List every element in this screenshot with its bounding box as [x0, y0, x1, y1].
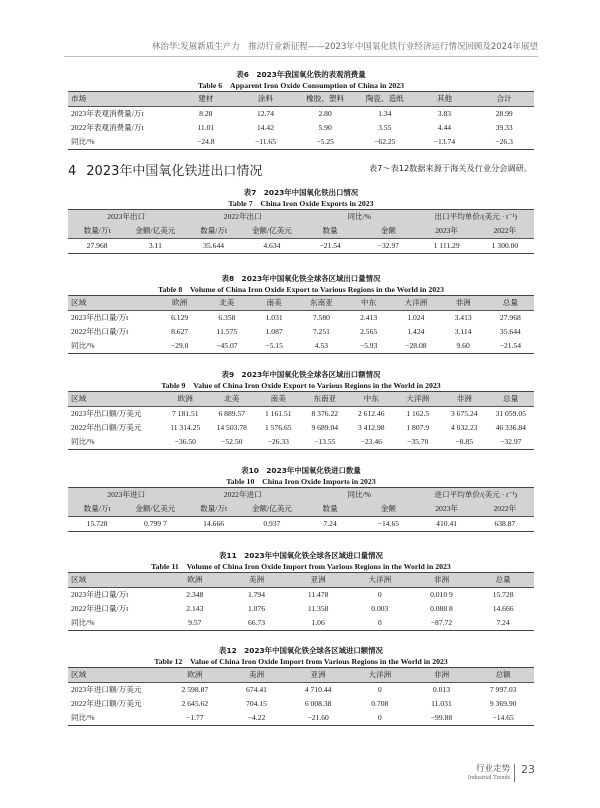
table-11-header: 区域: [68, 573, 164, 588]
table-cell: 同比/%: [68, 711, 164, 726]
table-10-subheader: 数量: [301, 502, 359, 517]
table-10-group-header: 同比/%: [301, 488, 418, 503]
table-8-header: 非洲: [440, 296, 487, 311]
table-cell: 1 162.5: [406, 409, 430, 418]
table-9-header: 总量: [488, 392, 535, 407]
table-cell: 2.348: [186, 590, 204, 599]
footer-divider: [514, 764, 515, 782]
table-row: [68, 421, 534, 435]
table-7-subheader: 2022年: [476, 224, 534, 239]
table-cell: 0.013: [432, 685, 450, 694]
table-7-subheader: 金额/亿美元: [243, 224, 301, 239]
table-cell: 1.06: [287, 616, 349, 631]
table-9-header: 中东: [348, 392, 395, 407]
table-row: [68, 325, 534, 339]
table-11-header: 大洋洲: [349, 573, 411, 588]
table-cell: 39.33: [495, 123, 513, 132]
table-cell: 2.143: [186, 604, 204, 613]
table-6: [68, 70, 534, 150]
table-cell: 15.728: [492, 590, 514, 599]
table-cell: 8.627: [171, 327, 189, 336]
table-cell: −62.25: [355, 135, 415, 150]
table-6-header: 建材: [176, 92, 236, 107]
table-11-header: 非洲: [411, 573, 473, 588]
page-footer: [467, 762, 540, 792]
table-10: [68, 466, 534, 532]
table-10-subheader: 2022年: [476, 502, 534, 517]
table-cell: 2.80: [318, 109, 332, 118]
table-cell: 674.41: [246, 685, 267, 694]
table-cell: 11.575: [216, 327, 238, 336]
table-cell: 2.565: [360, 327, 378, 336]
table-cell: 2 645.62: [181, 699, 209, 708]
table-10-subheader: 2023年: [418, 502, 476, 517]
table-10-subheader: 数量/万t: [68, 502, 126, 517]
table-cell: 6 889.57: [218, 409, 246, 418]
table-cell: 1.024: [407, 313, 425, 322]
table-cell: 35.644: [185, 239, 243, 254]
table-6-header: 市场: [68, 92, 176, 107]
table-cell: −11.65: [236, 135, 296, 150]
table-cell: 2 598.87: [181, 685, 209, 694]
table-cell: 7.24: [472, 616, 534, 631]
table-cell: 3.83: [437, 109, 452, 118]
table-cell: 3 412.98: [357, 423, 385, 432]
table-cell: −32.97: [488, 435, 535, 450]
table-cell: 3.55: [378, 123, 392, 132]
table-row: [68, 407, 534, 422]
table-cell: 4 710.44: [304, 685, 332, 694]
table-cell: 2023年出口额/万美元: [71, 409, 142, 418]
table-cell: 27.968: [68, 239, 126, 254]
table-cell: −13.55: [302, 435, 349, 450]
journal-section-en: Industrial Trends: [467, 774, 510, 781]
table-row: [68, 697, 534, 711]
table-7-subheader: 数量/万t: [185, 224, 243, 239]
table-8-header: 欧洲: [156, 296, 203, 311]
table-cell: 9 369.90: [489, 699, 517, 708]
table-8-header: 总量: [487, 296, 534, 311]
table-9: [68, 370, 534, 450]
header-rule: [64, 56, 538, 57]
table-row: [68, 135, 534, 150]
table-cell: 4.53: [298, 339, 345, 354]
table-10-subheader: 金额/亿美元: [126, 502, 184, 517]
table-8-grid: [68, 295, 534, 354]
table-cell: 4.44: [437, 123, 452, 132]
table-cell: 0.708: [371, 699, 389, 708]
table-10-subheader: 数量/万t: [185, 502, 243, 517]
table-cell: 638.87: [476, 517, 534, 532]
section-note: 表7～表12数据来源于海关及行业分会调研。: [368, 163, 532, 173]
table-8-header: 大洋洲: [392, 296, 439, 311]
table-cell: 11.031: [431, 699, 452, 708]
table-cell: −52.50: [209, 435, 256, 450]
table-cell: 3 675.24: [450, 409, 478, 418]
table-cell: 0: [377, 685, 382, 694]
table-cell: −26.3: [474, 135, 534, 150]
table-7-caption-zh: 表7 2023年中国氧化铁出口情况: [243, 188, 359, 197]
table-8-header: 南美: [251, 296, 298, 311]
table-cell: −5.93: [345, 339, 392, 354]
table-12-header: 大洋洲: [349, 668, 411, 683]
table-cell: 14.666: [185, 517, 243, 532]
table-12: [68, 646, 534, 726]
table-cell: 0: [349, 616, 411, 631]
table-10-group-header: 2023年进口: [68, 488, 185, 503]
table-11-header: 美洲: [226, 573, 288, 588]
table-cell: −35.70: [395, 435, 442, 450]
table-cell: 14.42: [256, 123, 275, 132]
table-row: [68, 339, 534, 354]
table-cell: 3.114: [454, 327, 472, 336]
table-cell: 1.794: [247, 590, 266, 599]
table-9-header: 南美: [255, 392, 302, 407]
table-row: [68, 107, 534, 122]
table-cell: 6 008.38: [304, 699, 332, 708]
table-12-grid: [68, 667, 534, 726]
table-7-group-header: 同比/%: [301, 210, 418, 225]
table-cell: 11.358: [307, 604, 329, 613]
section-title: 2023年中国氧化铁进出口情况: [86, 164, 263, 179]
table-cell: −14.65: [472, 711, 534, 726]
table-9-grid: [68, 391, 534, 450]
table-cell: 2023年表观消费量/万t: [71, 109, 144, 118]
section-heading: [68, 160, 262, 179]
table-cell: 410.41: [418, 517, 476, 532]
table-cell: 4.634: [243, 239, 301, 254]
table-9-header: 欧洲: [162, 392, 209, 407]
table-cell: 0.088 8: [430, 604, 453, 613]
table-cell: 11.478: [307, 590, 329, 599]
table-cell: 1 576.65: [264, 423, 292, 432]
table-cell: 35.644: [499, 327, 521, 336]
table-cell: 0.799 7: [126, 517, 184, 532]
table-12-header: 非洲: [411, 668, 473, 683]
table-cell: 7.251: [312, 327, 330, 336]
table-cell: 3.11: [126, 239, 184, 254]
table-cell: 704.15: [246, 699, 267, 708]
table-12-header: 美洲: [226, 668, 288, 683]
table-cell: 2023年进口量/万t: [71, 590, 129, 599]
table-cell: 2.413: [360, 313, 378, 322]
table-cell: 2023年出口量/万t: [71, 313, 129, 322]
table-12-header: 区域: [68, 668, 164, 683]
table-cell: 14.666: [492, 604, 514, 613]
table-cell: 5.90: [318, 123, 332, 132]
table-9-caption-en: Table 9 Value of China Iron Oxide Export to Various Regions in the World in 2023: [161, 381, 441, 390]
table-row: [68, 711, 534, 726]
table-cell: 2 612.46: [357, 409, 385, 418]
table-cell: 同比/%: [68, 339, 156, 354]
table-12-header: 亚洲: [287, 668, 349, 683]
journal-section-zh: 行业走势: [475, 764, 510, 774]
table-cell: 同比/%: [68, 616, 164, 631]
table-9-header: 区域: [68, 392, 162, 407]
table-cell: 7.580: [312, 313, 330, 322]
table-9-header: 非洲: [441, 392, 488, 407]
page-number: 23: [521, 763, 535, 776]
table-7-subheader: 2023年: [418, 224, 476, 239]
table-8-caption-zh: 表8 2023年中国氧化铁全球各区域出口量情况: [221, 274, 381, 283]
table-9-header: 东南亚: [302, 392, 349, 407]
table-12-caption-zh: 表12 2023年中国氧化铁全球各区域进口额情况: [219, 646, 383, 655]
table-12-header: 总额: [472, 668, 534, 683]
table-cell: 14 503.78: [216, 423, 247, 432]
table-cell: −28.08: [392, 339, 439, 354]
table-6-caption-en: Table 6 Apparent Iron Oxide Consumption of China in 2023: [197, 81, 405, 90]
table-cell: −23.46: [348, 435, 395, 450]
table-10-caption-en: Table 10 China Iron Oxide Imports in 2023: [226, 477, 376, 486]
table-12-caption-en: Table 12 Value of China Iron Oxide Import from Various Regions in the World in 2023: [154, 657, 448, 666]
table-7-subheader: 金额/亿美元: [126, 224, 184, 239]
table-7-subheader: 数量/万t: [68, 224, 126, 239]
table-cell: −21.54: [301, 239, 359, 254]
table-cell: 46 336.84: [495, 423, 526, 432]
table-cell: 28.99: [495, 109, 513, 118]
table-cell: −5.15: [251, 339, 298, 354]
table-row: [68, 517, 534, 532]
table-10-subheader: 金额/亿美元: [243, 502, 301, 517]
table-cell: 1.087: [265, 327, 283, 336]
table-cell: 2022年出口量/万t: [71, 327, 129, 336]
table-9-caption-zh: 表9 2023年中国氧化铁全球各区域出口额情况: [221, 370, 381, 379]
table-cell: −4.22: [226, 711, 288, 726]
table-row: [68, 616, 534, 631]
table-6-header: 其他: [415, 92, 475, 107]
table-cell: 15.728: [68, 517, 126, 532]
table-7-caption-en: Table 7 China Iron Oxide Exports in 2023: [228, 199, 374, 208]
table-cell: 9.57: [164, 616, 226, 631]
table-cell: −14.65: [359, 517, 417, 532]
table-cell: −26.33: [255, 435, 302, 450]
table-7-group-header: 2023年出口: [68, 210, 185, 225]
table-cell: 27.968: [499, 313, 521, 322]
table-cell: −21.54: [487, 339, 534, 354]
table-7-subheader: 金额: [359, 224, 417, 239]
table-cell: 2022年表观消费量/万t: [71, 123, 144, 132]
running-header: [0, 40, 600, 54]
table-cell: 2022年进口量/万t: [71, 604, 129, 613]
table-6-header: 橡胶、塑料: [295, 92, 355, 107]
table-cell: 同比/%: [68, 435, 162, 450]
table-row: [68, 121, 534, 135]
table-cell: 0.937: [243, 517, 301, 532]
section-number: 4: [68, 164, 77, 179]
table-8-header: 东南亚: [298, 296, 345, 311]
table-cell: 11.01: [197, 123, 215, 132]
table-cell: −24.8: [176, 135, 236, 150]
table-cell: −45.07: [203, 339, 250, 354]
table-6-header: 合计: [474, 92, 534, 107]
table-cell: 2022年出口额/万美元: [71, 423, 142, 432]
table-cell: 1 300.00: [476, 239, 534, 254]
table-cell: −87.72: [411, 616, 473, 631]
table-cell: −13.74: [415, 135, 475, 150]
table-cell: 11 314.25: [170, 423, 201, 432]
table-cell: 1 807.9: [406, 423, 430, 432]
table-cell: −1.77: [164, 711, 226, 726]
table-7-subheader: 数量: [301, 224, 359, 239]
table-cell: 0.003: [371, 604, 389, 613]
table-8-header: 北美: [203, 296, 250, 311]
table-11-caption-zh: 表11 2023年中国氧化铁全球各区域进口量情况: [219, 551, 383, 560]
table-cell: 1 111.29: [418, 239, 476, 254]
table-cell: 66.73: [226, 616, 288, 631]
table-10-grid: [68, 487, 534, 532]
table-cell: 8 376.22: [311, 409, 339, 418]
table-12-header: 欧洲: [164, 668, 226, 683]
table-cell: 1.076: [247, 604, 266, 613]
table-10-group-header: 进口平均单价/(美元 · t⁻¹): [418, 488, 535, 503]
table-8-header: 区域: [68, 296, 156, 311]
table-cell: 2022年进口额/万美元: [71, 699, 142, 708]
table-8-caption-en: Table 8 Volume of China Iron Oxide Export to Various Regions in the World in 2023: [158, 285, 444, 294]
table-cell: 同比/%: [68, 135, 176, 150]
table-cell: −32.97: [359, 239, 417, 254]
table-cell: −5.25: [295, 135, 355, 150]
table-cell: 6.129: [171, 313, 189, 322]
table-cell: −99.88: [411, 711, 473, 726]
table-11-caption-en: Table 11 Volume of China Iron Oxide Import from Various Regions in the World in 2023: [151, 562, 451, 571]
table-cell: 0.010 9: [430, 590, 453, 599]
table-cell: −36.50: [162, 435, 209, 450]
table-8-header: 中东: [345, 296, 392, 311]
table-cell: −29.0: [156, 339, 203, 354]
table-cell: 31 059.05: [495, 409, 526, 418]
table-11: [68, 551, 534, 631]
table-cell: 7.24: [301, 517, 359, 532]
table-11-header: 亚洲: [287, 573, 349, 588]
table-11-header: 总量: [472, 573, 534, 588]
table-cell: 4 032.23: [450, 423, 478, 432]
table-cell: 7 181.51: [171, 409, 199, 418]
table-cell: 0: [377, 590, 382, 599]
running-header-text: 林治华:发展新质生产力 推动行业新征程——2023年中国氧化铁行业经济运行情况回顾及2024年展望: [151, 42, 538, 52]
table-cell: −8.85: [441, 435, 488, 450]
table-cell: 3.413: [454, 313, 472, 322]
table-cell: −21.60: [287, 711, 349, 726]
table-cell: 9.60: [440, 339, 487, 354]
table-row: [68, 311, 534, 326]
table-row: [68, 683, 534, 698]
table-cell: 9 689.04: [311, 423, 339, 432]
table-cell: 1.34: [378, 109, 392, 118]
table-10-subheader: 金额: [359, 502, 417, 517]
table-cell: 0: [349, 711, 411, 726]
table-9-header: 北美: [209, 392, 256, 407]
table-6-grid: [68, 91, 534, 150]
table-11-header: 欧洲: [164, 573, 226, 588]
table-cell: 8.28: [199, 109, 213, 118]
table-10-caption-zh: 表10 2023年中国氧化铁进口数量: [241, 466, 361, 475]
table-cell: 1.424: [407, 327, 425, 336]
table-row: [68, 588, 534, 603]
table-cell: 1 161.51: [264, 409, 292, 418]
table-cell: 7 997.03: [489, 685, 517, 694]
table-cell: 2023年进口额/万美元: [71, 685, 142, 694]
table-10-group-header: 2022年进口: [185, 488, 302, 503]
table-9-header: 大洋洲: [395, 392, 442, 407]
table-6-header: 陶瓷、造纸: [355, 92, 415, 107]
table-cell: 1.031: [265, 313, 283, 322]
table-cell: 6.358: [218, 313, 236, 322]
table-7-group-header: 出口平均单价/(美元 · t⁻¹): [418, 210, 535, 225]
table-row: [68, 239, 534, 254]
table-11-grid: [68, 572, 534, 631]
table-row: [68, 602, 534, 616]
table-8: [68, 274, 534, 354]
table-row: [68, 435, 534, 450]
table-6-header: 涂料: [236, 92, 296, 107]
table-6-caption-zh: 表6 2023年我国氧化铁的表观消费量: [236, 70, 366, 79]
table-cell: 12.74: [256, 109, 275, 118]
table-7-grid: [68, 209, 534, 254]
table-7: [68, 188, 534, 254]
table-7-group-header: 2022年出口: [185, 210, 302, 225]
